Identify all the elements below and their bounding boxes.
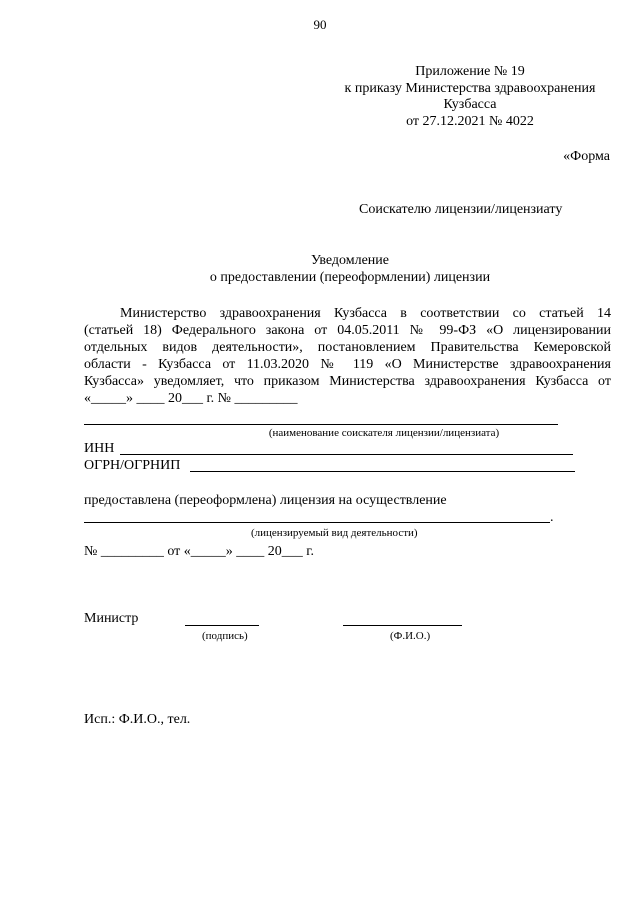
appendix-line-2: к приказу Министерства здравоохранения	[344, 81, 596, 96]
title-line-2: о предоставлении (переоформлении) лицензии	[209, 270, 491, 285]
fio-caption: (Ф.И.О.)	[390, 630, 431, 642]
order-date-line: «_____» ____ 20___ г. № _________	[84, 391, 298, 406]
activity-caption: (лицензируемый вид деятельности)	[251, 527, 418, 539]
ogrn-field-line	[190, 471, 575, 472]
addressee: Соискателю лицензии/лицензиату	[359, 202, 563, 217]
inn-field-line	[120, 454, 573, 455]
body-line: области - Кузбасса от 11.03.2020 № 119 «О Министерстве здравоохранения	[84, 357, 611, 372]
applicant-caption: (наименование соискателя лицензии/лицензиата)	[268, 427, 500, 439]
body-line: (статьей 18) Федерального закона от 04.05.2011 № 99-ФЗ «О лицензировании	[84, 323, 611, 338]
page-number: 90	[313, 17, 327, 32]
granted-text: предоставлена (переоформлена) лицензия на осуществление	[84, 493, 447, 508]
body-line: Министерство здравоохранения Кузбасса в соответствии со статьей 14	[120, 306, 611, 321]
form-label: «Форма	[563, 149, 610, 164]
activity-field-line	[84, 522, 550, 523]
body-line: отдельных видов деятельности», постановлением Правительства Кемеровской	[84, 340, 611, 355]
minister-label: Министр	[84, 611, 139, 626]
executor-line: Исп.: Ф.И.О., тел.	[84, 712, 191, 727]
title-line-1: Уведомление	[310, 253, 389, 268]
inn-label: ИНН	[84, 441, 115, 456]
license-number-line: № _________ от «_____» ____ 20___ г.	[84, 544, 314, 559]
applicant-name-line	[84, 424, 558, 425]
appendix-line-1: Приложение № 19	[415, 64, 525, 79]
appendix-line-3: Кузбасса	[443, 97, 497, 112]
activity-end-dot: .	[550, 510, 554, 525]
appendix-line-4: от 27.12.2021 № 4022	[406, 114, 534, 129]
body-line: Кузбасса» уведомляет, что приказом Министерства здравоохранения Кузбасса от	[84, 374, 611, 389]
fio-line	[343, 625, 462, 626]
signature-caption: (подпись)	[202, 630, 248, 642]
signature-line	[185, 625, 259, 626]
ogrn-label: ОГРН/ОГРНИП	[84, 458, 181, 473]
